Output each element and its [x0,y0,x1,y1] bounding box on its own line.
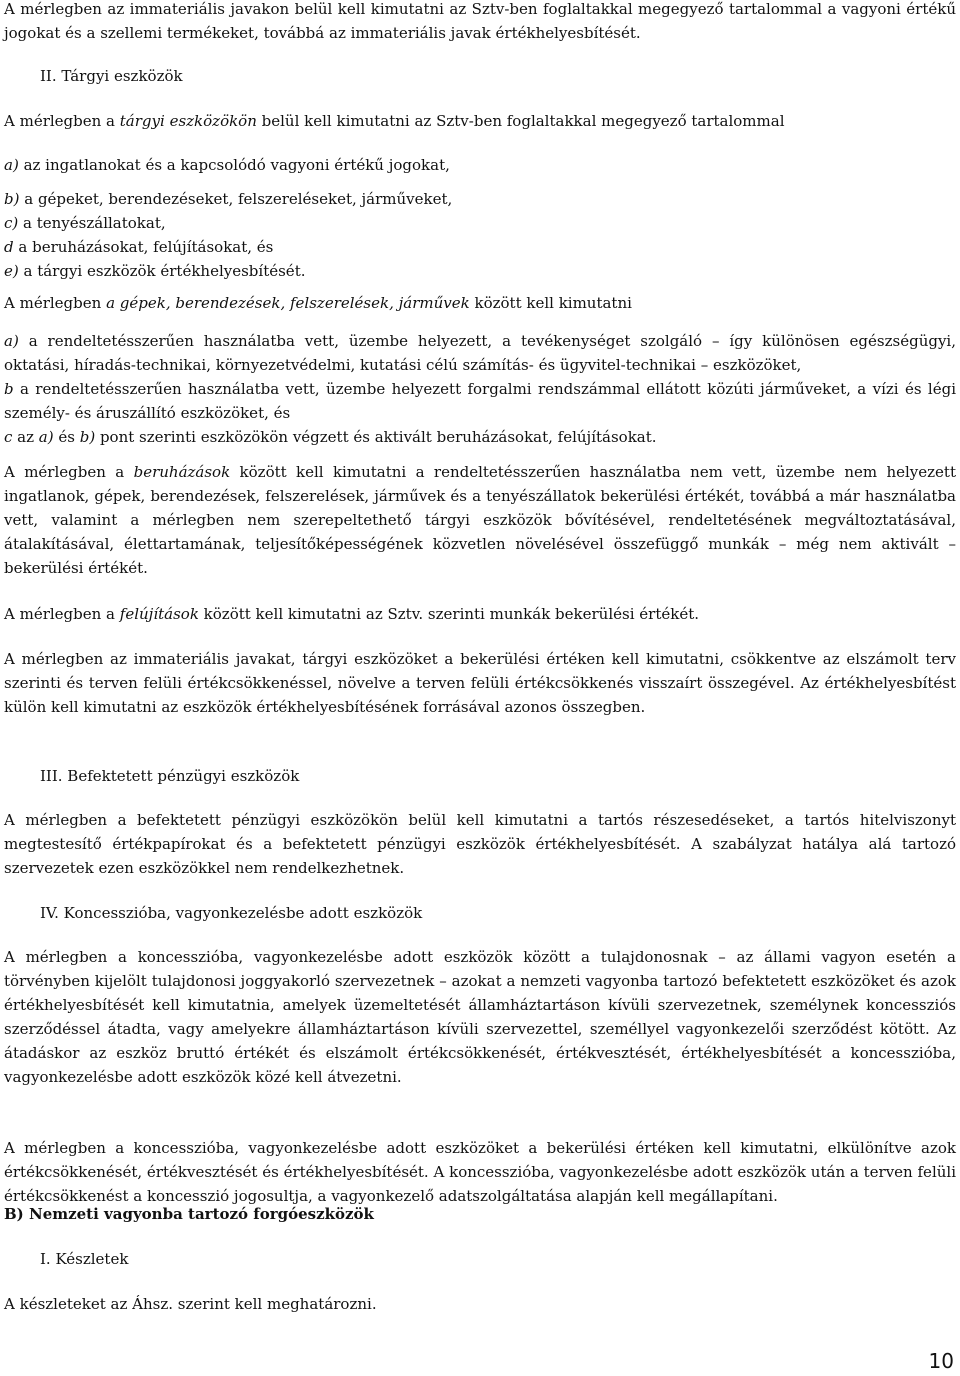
list-item-tangible-e: e) a tárgyi eszközök értékhelyesbítését. [4,262,306,280]
list-item-machines-a: a) a rendeltetésszerűen használatba vett, üzembe helyezett, a tevékenységet szolgáló – így különösen egészségügyi, oktatási, híradás-technikai, környezetvédelmi, kutatási célú számítás- és ügyvitel-technikai – eszközöket, [4,332,956,374]
paragraph-machines-intro: A mérlegben a gépek, berendezések, felszerelések, járművek között kell kimutatni [4,294,632,312]
list-item-tangible-c: c) a tenyészállatokat, [4,214,166,232]
heading-inventory: I. Készletek [40,1250,129,1268]
paragraph-investments: A mérlegben a beruházások között kell kimutatni a rendeltetésszerűen használatba nem vett, üzembe nem helyezett ingatlanok, gépek, berendezések, felszerelések, járművek és a tenyészállatok bekerülési értékét, továbbá a már használatba vett, valamint a mérlegben nem szerepeltethető tárgyi eszközök bővítésével, rendeltetésének megváltoztatásával, átalakításával, élettartamának, teljesítőképességének közvetlen növelésével összefüggő munkák – még nem aktivált – bekerülési értékét. [4,463,956,577]
page-number: 10 [928,1349,954,1373]
heading-tangible-assets: II. Tárgyi eszközök [40,67,183,85]
paragraph-concession-2: A mérlegben a koncesszióba, vagyonkezelésbe adott eszközöket a bekerülési értéken kell kimutatni, elkülönítve azok értékcsökkenését, értékvesztését és értékhelyesbítését. A koncesszióba, vagyonkezelésbe adott eszközök után a terven felüli értékcsökkenést a koncesszió jogosultja, a vagyonkezelő adatszolgáltatása alapján kell megállapítani. [4,1139,956,1205]
list-item-tangible-d: d a beruházásokat, felújításokat, és [4,238,274,256]
paragraph-inventory: A készleteket az Áhsz. szerint kell meghatározni. [4,1295,377,1313]
list-item-machines-b: b a rendeltetésszerűen használatba vett, üzembe helyezett forgalmi rendszámmal ellátott közúti járműveket, a vízi és légi személy- és áruszállító eszközöket, és [4,380,956,422]
paragraph-intangible-intro: A mérlegben az immateriális javakon belül kell kimutatni az Sztv-ben foglaltakkal megegyező tartalommal a vagyoni értékű jogokat és a szellemi termékeket, továbbá az immateriális javak értékhelyesbítését. [4,0,956,42]
paragraph-renovations: A mérlegben a felújítások között kell kimutatni az Sztv. szerinti munkák bekerülési értékét. [4,605,699,623]
list-item-tangible-a: a) az ingatlanokat és a kapcsolódó vagyoni értékű jogokat, [4,156,450,174]
paragraph-tangible-intro: A mérlegben a tárgyi eszközökön belül kell kimutatni az Sztv-ben foglaltakkal megegyező tartalommal [4,112,785,130]
heading-section-b: B) Nemzeti vagyonba tartozó forgóeszközök [4,1205,374,1223]
paragraph-financial-assets: A mérlegben a befektetett pénzügyi eszközökön belül kell kimutatni a tartós részesedéseket, a tartós hitelviszonyt megtestesítő értékpapírokat és a befektetett pénzügyi eszközök értékhelyesbítését. A szabályzat hatálya alá tartozó szervezetek ezen eszközökkel nem rendelkezhetnek. [4,811,956,877]
heading-financial-assets: III. Befektetett pénzügyi eszközök [40,767,300,785]
list-item-tangible-b: b) a gépeket, berendezéseket, felszereléseket, járműveket, [4,190,453,208]
paragraph-valuation: A mérlegben az immateriális javakat, tárgyi eszközöket a bekerülési értéken kell kimutatni, csökkentve az elszámolt terv szerinti és terven felüli értékcsökkenéssel, növelve a terven felüli értékcsökkenés visszaírt összegével. Az értékhelyesbítést külön kell kimutatni az eszközök értékhelyesbítésének forrásával azonos összegben. [4,650,956,716]
heading-concession-assets: IV. Koncesszióba, vagyonkezelésbe adott eszközök [40,904,423,922]
paragraph-concession-1: A mérlegben a koncesszióba, vagyonkezelésbe adott eszközök között a tulajdonosnak – az állami vagyon esetén a törvényben kijelölt tulajdonosi joggyakorló szervezetnek – azokat a nemzeti vagyonba tartozó befektetett eszközöket és azok értékhelyesbítését kell kimutatnia, amelyek üzemeltetését államháztartáson kívüli szervezetnek, személynek koncessziós szerződéssel átadta, vagy amelyekre államháztartáson kívüli szervezettel, személlyel vagyonkezelői szerződést kötött. Az átadáskor az eszköz bruttó értékét és elszámolt értékcsökkenését, értékvesztését, értékhelyesbítését a koncesszióba, vagyonkezelésbe adott eszközök közé kell átvezetni. [4,948,956,1086]
list-item-machines-c: c az a) és b) pont szerinti eszközökön végzett és aktivált beruházásokat, felújításokat. [4,428,657,446]
